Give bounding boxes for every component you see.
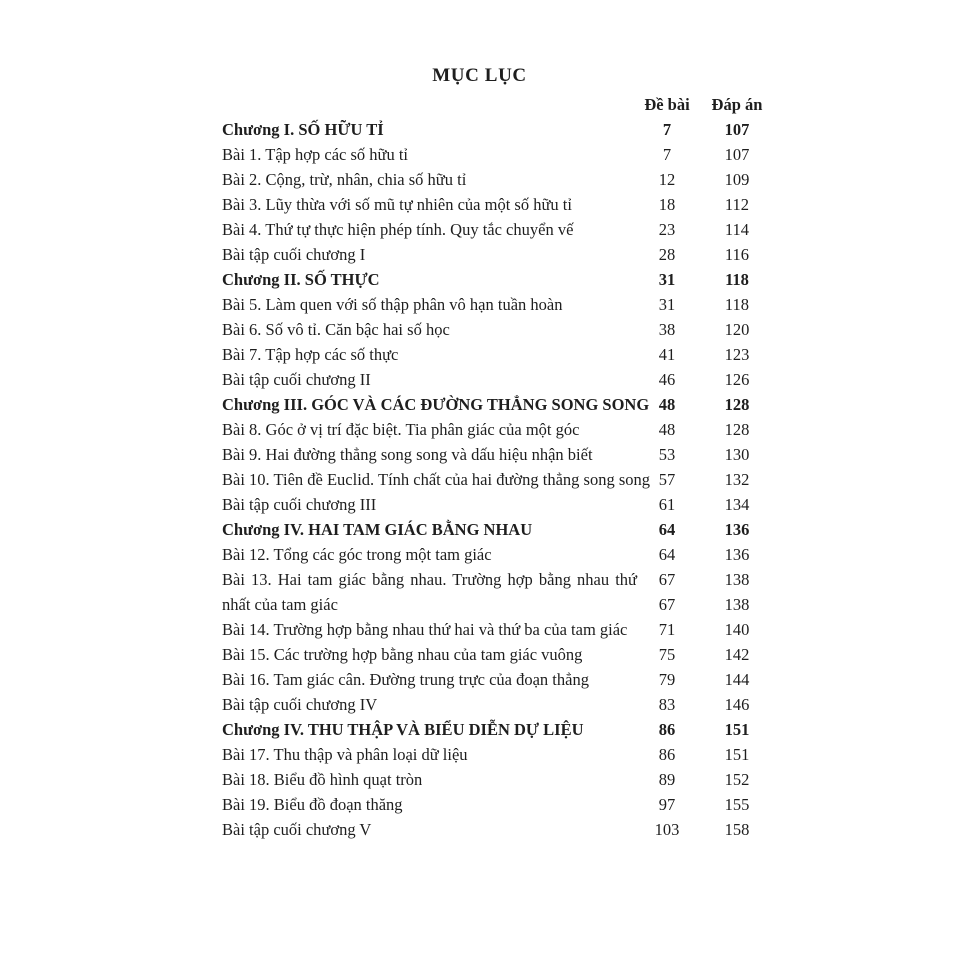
toc-entry-label: Bài 15. Các trường hợp bằng nhau của tam giác vuông [222,645,583,664]
toc-row [222,192,772,217]
toc-entry-problems-page: 57 [658,470,676,489]
toc-entry-problems-page: 31 [658,270,676,289]
toc-entry-answers-page: 118 [725,270,749,289]
toc-entry-answers-page: 144 [724,670,750,689]
toc-entry-answers-page: 155 [724,795,750,814]
toc-entry-label: Chương III. GÓC VÀ CÁC ĐƯỜNG THẲNG SONG SONG [222,395,650,414]
toc-entry-label: Bài 1. Tập hợp các số hữu tỉ [222,145,408,164]
toc-entry-answers-page: 114 [724,220,750,239]
toc-row [222,217,772,242]
toc-row [222,242,772,267]
column-header-problems: Đề bài [644,95,690,114]
toc-entry-label: Bài 10. Tiên đề Euclid. Tính chất của hai đường thẳng song song [222,470,650,489]
toc-entry-problems-page: 75 [658,645,676,664]
toc-entry-answers-page: 123 [724,345,750,364]
toc-row [222,617,772,642]
toc-entry-label: Bài 2. Cộng, trừ, nhân, chia số hữu tỉ [222,170,467,189]
toc-entry-label: Chương IV. HAI TAM GIÁC BẰNG NHAU [222,520,533,539]
toc-entry-answers-page: 138 [724,595,750,614]
toc-row [222,742,772,767]
toc-row [222,517,772,542]
toc-entry-problems-page: 7 [662,145,672,164]
toc-row [222,117,772,142]
toc-entry-problems-page: 41 [658,345,676,364]
toc-entry-label: Bài 6. Số vô tỉ. Căn bậc hai số học [222,320,450,339]
toc-entry-label: Bài tập cuối chương V [222,820,372,839]
toc-entry-answers-page: 128 [724,420,750,439]
toc-entry-answers-page: 128 [724,395,750,414]
toc-entry-answers-page: 151 [724,720,750,739]
toc-row [222,692,772,717]
toc-row [222,442,772,467]
toc-row [222,492,772,517]
toc-entry-label: Bài tập cuối chương I [222,245,366,264]
toc-row [222,642,772,667]
toc-entry-label: Bài 18. Biểu đồ hình quạt tròn [222,770,423,789]
toc-entry-problems-page: 48 [658,420,676,439]
toc-entry-problems-page: 79 [658,670,676,689]
toc-entry-problems-page: 46 [658,370,676,389]
toc-entry-answers-page: 146 [724,695,750,714]
toc-entry-label: Bài 12. Tổng các góc trong một tam giác [222,545,492,564]
toc-entry-problems-page: 31 [658,295,676,314]
toc-entry-answers-page: 109 [724,170,750,189]
toc-entry-problems-page: 38 [658,320,676,339]
toc-entry-problems-page: 64 [658,520,676,539]
toc-entry-answers-page: 116 [724,245,750,264]
toc-entry-answers-page: 126 [724,370,750,389]
toc-entry-label: Bài tập cuối chương II [222,370,371,389]
toc-row [222,792,772,817]
toc-entry-problems-page: 12 [658,170,676,189]
toc-row [222,392,772,417]
toc-row [222,417,772,442]
column-header-answers: Đáp án [711,95,763,114]
toc-rows [222,117,772,842]
toc-entry-answers-page: 151 [724,745,750,764]
toc-entry-problems-page: 86 [658,720,676,739]
toc-row [222,142,772,167]
toc-entry-answers-page: 136 [724,545,750,564]
toc-entry-problems-page: 61 [658,495,676,514]
toc-entry-problems-page: 28 [658,245,676,264]
toc-entry-problems-page: 53 [658,445,676,464]
toc-row [222,317,772,342]
toc-entry-answers-page: 120 [724,320,750,339]
toc-entry-label: Bài 14. Trường hợp bằng nhau thứ hai và thứ ba của tam giác [222,620,628,639]
page-title: MỤC LỤC [432,65,527,86]
toc-entry-label: Bài 8. Góc ở vị trí đặc biệt. Tia phân giác của một góc [222,420,580,439]
toc-entry-label: Bài 3. Lũy thừa với số mũ tự nhiên của một số hữu tỉ [222,195,572,214]
toc-entry-label: Bài 5. Làm quen với số thập phân vô hạn tuần hoàn [222,295,563,314]
toc-entry-problems-page: 7 [662,120,672,139]
toc-entry-problems-page: 71 [658,620,676,639]
toc-entry-label: Chương I. SỐ HỮU TỈ [222,120,384,139]
toc-entry-problems-page: 48 [658,395,676,414]
toc-entry-answers-page: 112 [724,195,750,214]
toc-entry-label: Bài tập cuối chương III [222,495,377,514]
toc-entry-label: Bài tập cuối chương IV [222,695,378,714]
toc-entry-label: Chương II. SỐ THỰC [222,270,380,289]
toc-row [222,542,772,567]
toc-entry-problems-page: 64 [658,545,676,564]
toc-entry-problems-page: 83 [658,695,676,714]
toc-entry-problems-page: 18 [658,195,676,214]
toc-entry-answers-page: 138 [724,570,750,589]
toc-entry-problems-page: 23 [658,220,676,239]
toc-row [222,817,772,842]
toc-entry-answers-page: 136 [724,520,750,539]
toc-row [222,767,772,792]
toc-entry-problems-page: 89 [658,770,676,789]
toc-entry-answers-page: 118 [724,295,750,314]
table-header-row [222,92,772,117]
toc-entry-answers-page: 142 [724,645,750,664]
toc-row [222,342,772,367]
toc-entry-label: Chương IV. THU THẬP VÀ BIỂU DIỄN DỰ LIỆU [222,720,584,739]
toc-entry-answers-page: 140 [724,620,750,639]
table-of-contents [222,92,772,842]
toc-row [222,467,772,492]
toc-entry-label: Bài 9. Hai đường thẳng song song và dấu hiệu nhận biết [222,445,593,464]
toc-row [222,292,772,317]
toc-row [222,667,772,692]
toc-entry-answers-page: 158 [724,820,750,839]
toc-entry-problems-page: 97 [658,795,676,814]
toc-entry-answers-page: 134 [724,495,750,514]
toc-entry-answers-page: 107 [724,120,750,139]
toc-entry-label: nhất của tam giác [222,595,338,614]
toc-entry-answers-page: 152 [724,770,750,789]
toc-entry-answers-page: 130 [724,445,750,464]
toc-row [222,592,772,617]
toc-entry-answers-page: 132 [724,470,750,489]
toc-entry-label: Bài 7. Tập hợp các số thực [222,345,399,364]
toc-entry-problems-page: 67 [658,595,676,614]
toc-entry-label: Bài 13. Hai tam giác bằng nhau. Trường hợp bằng nhau thứ [222,570,637,589]
toc-entry-problems-page: 67 [658,570,676,589]
toc-row [222,717,772,742]
toc-row [222,367,772,392]
toc-entry-label: Bài 17. Thu thập và phân loại dữ liệu [222,745,468,764]
toc-row [222,267,772,292]
toc-entry-label: Bài 4. Thứ tự thực hiện phép tính. Quy tắc chuyển vế [222,220,574,239]
toc-entry-label: Bài 19. Biểu đồ đoạn thăng [222,795,403,814]
toc-entry-label: Bài 16. Tam giác cân. Đường trung trực của đoạn thẳng [222,670,589,689]
toc-entry-answers-page: 107 [724,145,750,164]
toc-row [222,567,772,592]
toc-entry-problems-page: 86 [658,745,676,764]
toc-entry-problems-page: 103 [654,820,680,839]
toc-row [222,167,772,192]
